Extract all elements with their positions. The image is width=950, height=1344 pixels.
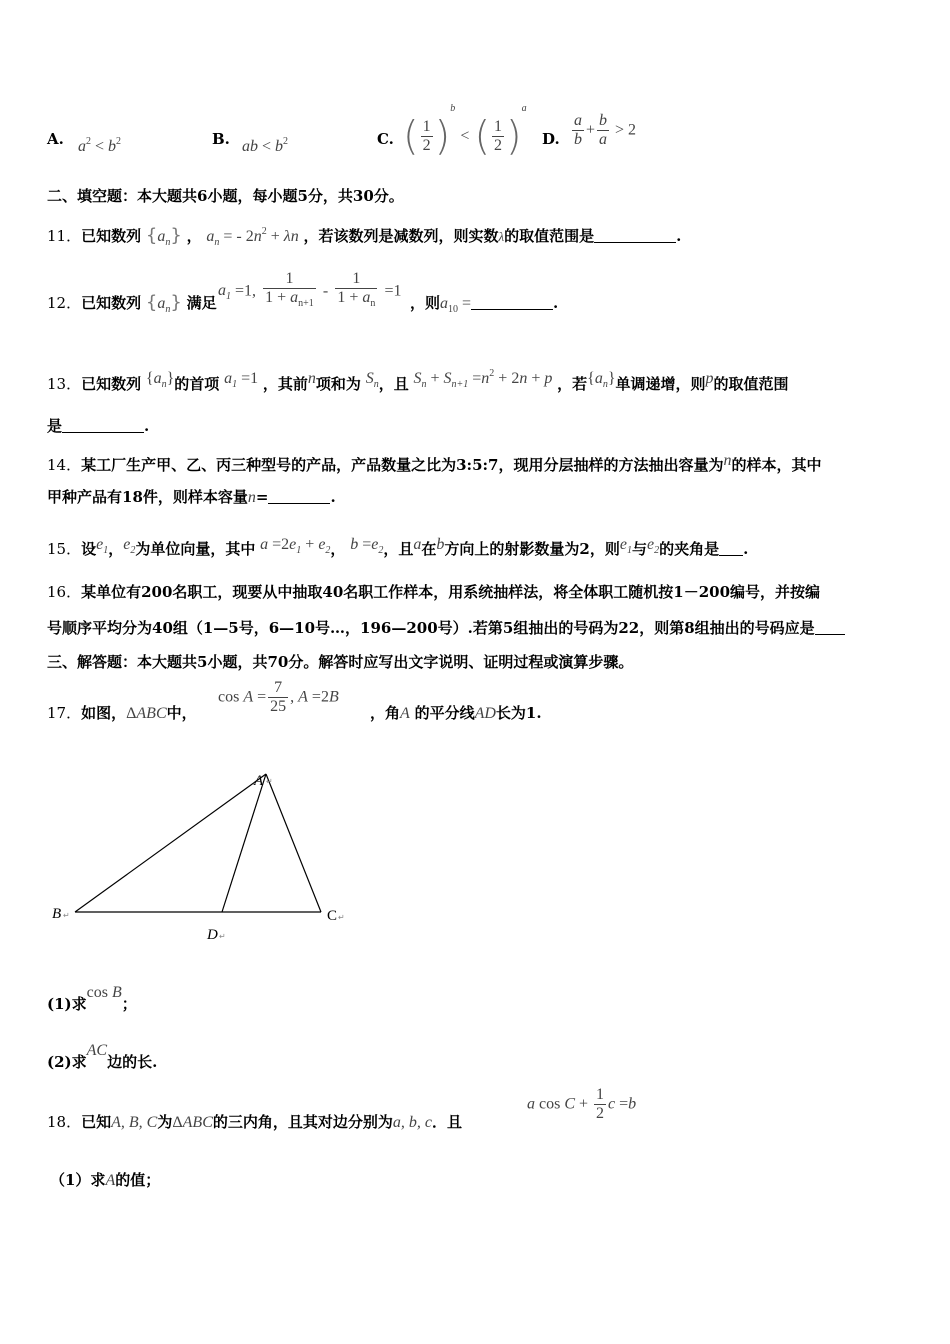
svg-text:↵: ↵ [338, 913, 345, 922]
vertex-a-label: A [254, 773, 264, 789]
q12-tail: ，则$a_{10}$ = . [410, 294, 559, 315]
vertex-c-label: C [327, 908, 338, 924]
q18-part-1: （1）求A的值； [50, 1171, 161, 1189]
point-d-label: D [207, 927, 218, 943]
question-15: 15．设$e_1$，$e_2$为单位向量，其中 $a =2e_1 + e_2$， $b =e_2$，且a在b方向上的射影数量为2，则$e_1$与$e_2$的夹角是 . [47, 536, 749, 558]
q18-formula: a cos C + $\frac{1}{2}$ c =b [527, 1086, 637, 1122]
question-16-line2: 号顺序平均分为40组（1—5号，6—10号…，196—200号）.若第5组抽出的号码为22，则第8组抽出的号码应是 [47, 618, 845, 638]
q11-number: 11． [47, 227, 82, 245]
section-3-heading: 三、解答题：本大题共5小题，共70分。解答时应写出文字说明、证明过程或演算步骤。 [47, 653, 634, 671]
option-d-formula: $\frac{a}{b}$ + $\frac{b}{a}$ > 2 [574, 112, 637, 148]
q17-formula: cos A = $\frac{7}{25}$ , A =2B [218, 679, 339, 715]
section-2-heading: 二、填空题：本大题共6小题，每小题5分，共30分。 [47, 187, 404, 205]
option-a-label: A. [47, 130, 64, 148]
side-ab [75, 774, 266, 912]
question-14-line2: 甲种产品有18件，则样本容量n= . [47, 488, 336, 506]
q17-tail: ，角A 的平分线AD长为1. [370, 704, 542, 722]
question-13-line2: 是 . [47, 417, 150, 435]
option-c-formula: ( $\frac{1}{2}$ )$^b$ < ( $\frac{1}{2}$ )$^a$ [403, 103, 527, 160]
option-d-label: D. [542, 130, 560, 148]
svg-text:↵: ↵ [266, 777, 273, 786]
question-11: 11．已知数列 $\{a_n\}$ ， $a_n$ = - $2n^2 + \lambda n$ ，若该数列是减数列，则实数λ的取值范围是 . [47, 225, 682, 248]
option-a-formula: $a^2 < b^2$ [78, 136, 122, 155]
question-13: 13．已知数列 $\{a_n\}$的首项 $a_1 =1$ ，其前n项和为 $S_n$，且 $S_n + S_{n+1} =n^2 + 2n + p$ ，若$\{a_n\}$单调递增，则p的取值范围 [47, 368, 789, 393]
question-17: 17．如图，ΔABC中， [47, 704, 197, 722]
vertex-b-label: B [52, 906, 62, 922]
question-14: 14．某工厂生产甲、乙、丙三种型号的产品，产品数量之比为3:5:7，现用分层抽样的方法抽出容量为n的样本，其中 [47, 452, 822, 474]
q12-formula: $a_1 =1$, $\frac{1}{1 + a_{n+1}}$ - $\frac{1}{1 + a_n}$ =1 [218, 270, 402, 309]
side-ac [266, 774, 321, 912]
question-12: 12．已知数列 $\{a_n\}$ 满足 [47, 292, 217, 315]
q17-part-1: (1)求cos B； [47, 984, 137, 1013]
option-b-formula: ab < $b^2$ [242, 136, 289, 155]
svg-text:↵: ↵ [219, 932, 226, 941]
question-16: 16．某单位有200名职工，现要从中抽取40名职工作样本，用系统抽样法，将全体职工随机按1－200编号，并按编 [47, 583, 821, 601]
triangle-figure [40, 760, 370, 950]
q17-part-2: (2)求AC边的长. [47, 1042, 158, 1071]
option-c-label: C. [377, 130, 394, 148]
option-b-label: B. [212, 130, 230, 148]
question-18: 18．已知A, B, C为ΔABC的三内角，且其对边分别为a, b, c．且 [47, 1113, 462, 1131]
bisector-ad [222, 774, 266, 912]
svg-text:↵: ↵ [63, 911, 70, 920]
